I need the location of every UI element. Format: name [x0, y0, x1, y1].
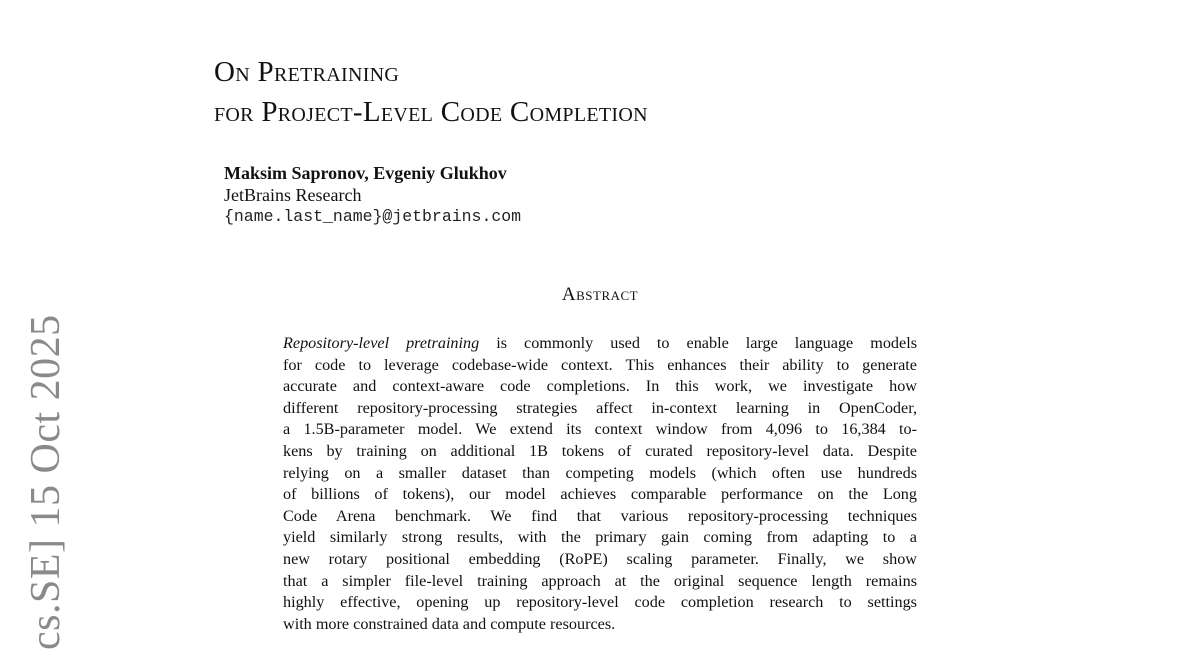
paper-title-line-2: for Project-Level Code Completion	[214, 96, 648, 128]
author-email: {name.last_name}@jetbrains.com	[224, 207, 522, 226]
abstract-line: highly effective, opening up repository-level code completion research to settings	[283, 593, 917, 612]
abstract-line: relying on a smaller dataset than competing models (which often use hundreds	[283, 463, 917, 482]
abstract-line	[283, 333, 917, 355]
abstract-line: Code Arena benchmark. We find that various repository-processing techniques	[283, 506, 917, 525]
author-affiliation: JetBrains Research	[224, 185, 362, 205]
abstract-line: kens by training on additional 1B tokens of curated repository-level data. Despite	[283, 441, 917, 460]
abstract-emphasis: Repository-level pretraining	[283, 334, 480, 352]
abstract-line: with more constrained data and compute resources.	[283, 614, 616, 633]
abstract-line: that a simpler file-level training approach at the original sequence length remains	[283, 571, 917, 590]
arxiv-stamp: cs.SE] 15 Oct 2025	[23, 314, 69, 650]
paper-title	[214, 52, 648, 132]
abstract-body	[283, 333, 917, 635]
abstract-line-text: is commonly used to enable large language models	[479, 334, 917, 352]
paper-title-line-1: On Pretraining	[214, 56, 400, 88]
abstract-heading: Abstract	[561, 284, 639, 305]
abstract-line: accurate and context-aware code completions. In this work, we investigate how	[283, 377, 917, 396]
abstract-line: for code to leverage codebase-wide context. This enhances their ability to generate	[283, 355, 917, 374]
abstract-line: different repository-processing strategies affect in-context learning in OpenCoder,	[283, 398, 917, 417]
abstract-line: a 1.5B-parameter model. We extend its context window from 4,096 to 16,384 to-	[283, 420, 917, 439]
author-names: Maksim Sapronov, Evgeniy Glukhov	[224, 163, 507, 183]
abstract-line: yield similarly strong results, with the primary gain coming from adapting to a	[283, 528, 917, 547]
author-block	[224, 162, 521, 228]
abstract-line: of billions of tokens), our model achieves comparable performance on the Long	[283, 485, 917, 504]
abstract-line: new rotary positional embedding (RoPE) scaling parameter. Finally, we show	[283, 549, 917, 568]
